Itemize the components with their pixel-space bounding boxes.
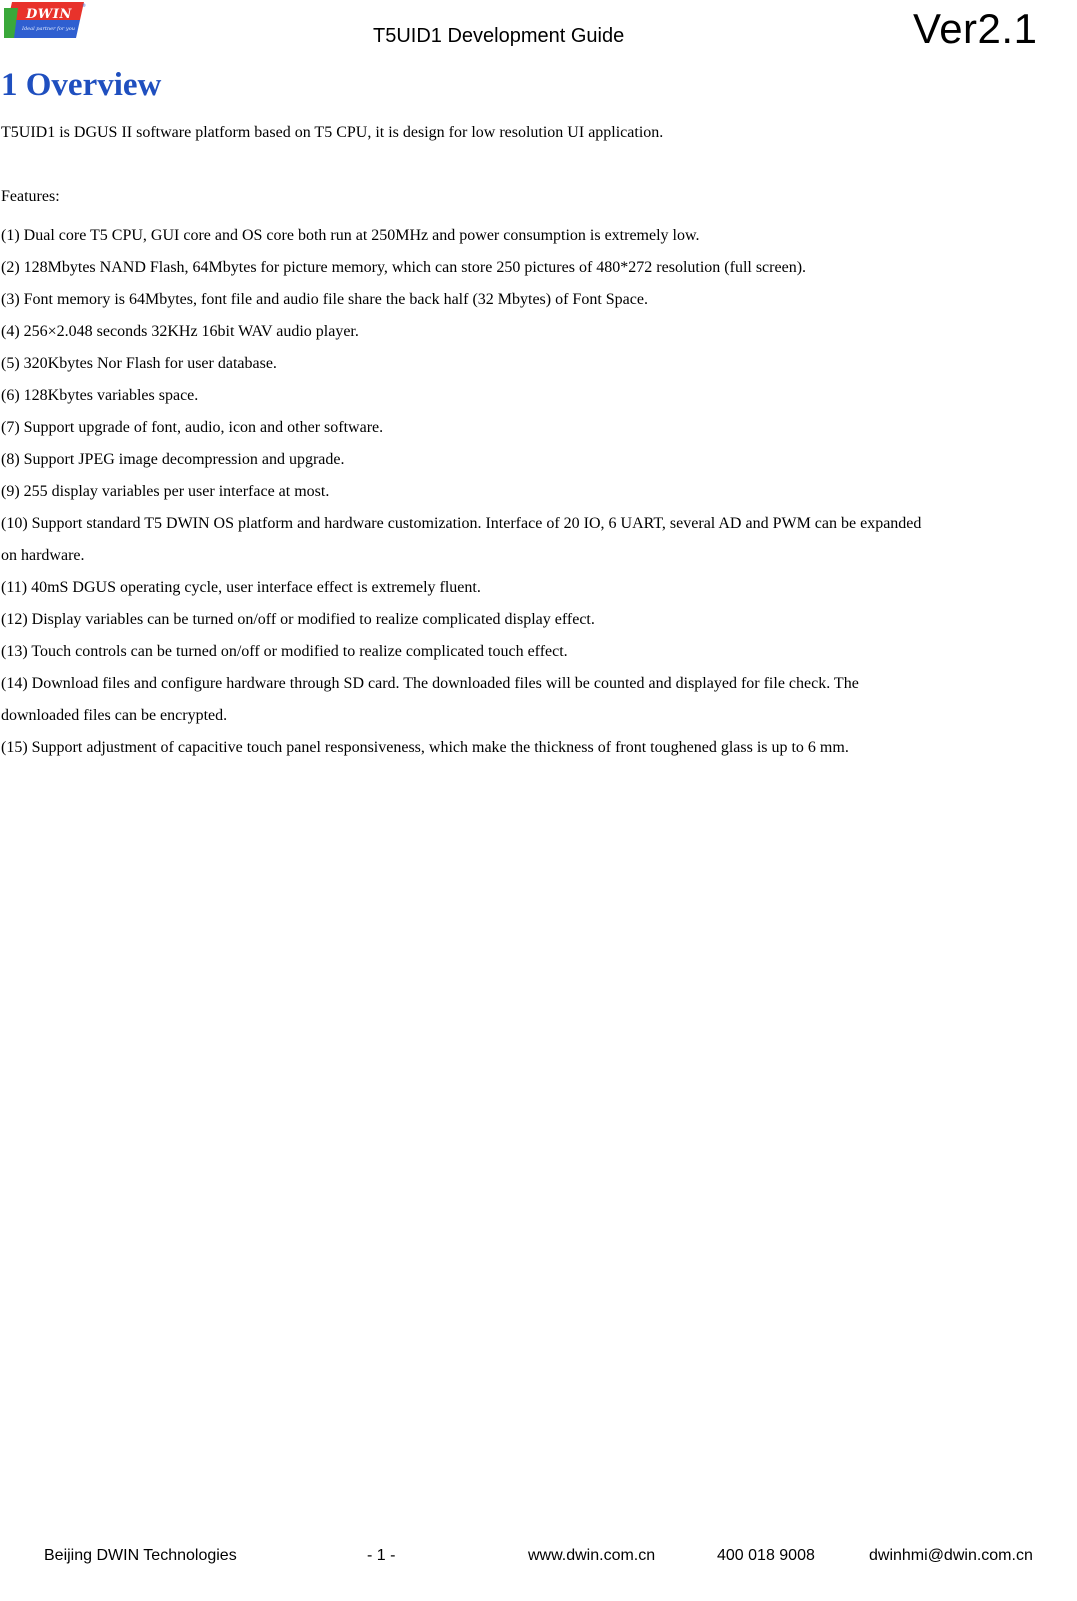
dwin-logo <box>4 2 84 40</box>
feature-item: (10) Support standard T5 DWIN OS platform and hardware customization. Interface of 20 IO, 6 UART, several AD and PWM can be expanded <box>1 515 922 532</box>
page-footer <box>0 1546 1077 1586</box>
feature-item: (14) Download files and configure hardware through SD card. The downloaded files will be counted and displayed for file check. The <box>1 675 859 692</box>
feature-item: (7) Support upgrade of font, audio, icon and other software. <box>1 419 384 436</box>
footer-email[interactable]: dwinhmi@dwin.com.cn <box>869 1547 1033 1564</box>
feature-item: (2) 128Mbytes NAND Flash, 64Mbytes for picture memory, which can store 250 pictures of 480*272 resolution (full screen). <box>1 259 807 276</box>
feature-item: (1) Dual core T5 CPU, GUI core and OS core both run at 250MHz and power consumption is extremely low. <box>1 227 700 244</box>
svg-text:®: ® <box>82 3 86 8</box>
intro-paragraph: T5UID1 is DGUS II software platform based on T5 CPU, it is design for low resolution UI application. <box>1 124 664 141</box>
page-header <box>0 0 1077 60</box>
section-heading: 1 Overview <box>1 67 162 103</box>
feature-item: (11) 40mS DGUS operating cycle, user interface effect is extremely fluent. <box>1 579 481 596</box>
feature-item: (12) Display variables can be turned on/off or modified to realize complicated display effect. <box>1 611 595 628</box>
footer-phone: 400 018 9008 <box>717 1547 815 1564</box>
feature-item-continuation: on hardware. <box>1 547 85 564</box>
feature-item: (5) 320Kbytes Nor Flash for user database. <box>1 355 277 372</box>
feature-item: (9) 255 display variables per user interface at most. <box>1 483 330 500</box>
feature-item: (6) 128Kbytes variables space. <box>1 387 199 404</box>
feature-item: (8) Support JPEG image decompression and upgrade. <box>1 451 345 468</box>
features-label: Features: <box>1 188 60 205</box>
footer-company: Beijing DWIN Technologies <box>44 1547 237 1564</box>
logo-wordmark: DWIN <box>26 7 72 22</box>
document-title: T5UID1 Development Guide <box>373 25 625 47</box>
logo-tagline: Ideal partner for you <box>22 26 75 32</box>
feature-item: (3) Font memory is 64Mbytes, font file and audio file share the back half (32 Mbytes) of Font Space. <box>1 291 648 308</box>
feature-item-continuation: downloaded files can be encrypted. <box>1 707 228 724</box>
footer-website[interactable]: www.dwin.com.cn <box>528 1547 656 1564</box>
feature-item: (4) 256×2.048 seconds 32KHz 16bit WAV audio player. <box>1 323 359 340</box>
footer-page-number: - 1 - <box>367 1547 396 1564</box>
feature-item: (13) Touch controls can be turned on/off or modified to realize complicated touch effect. <box>1 643 568 660</box>
document-version: Ver2.1 <box>913 5 1038 52</box>
features-list <box>1 220 1061 764</box>
feature-item: (15) Support adjustment of capacitive touch panel responsiveness, which make the thickness of front toughened glass is up to 6 mm. <box>1 739 849 756</box>
